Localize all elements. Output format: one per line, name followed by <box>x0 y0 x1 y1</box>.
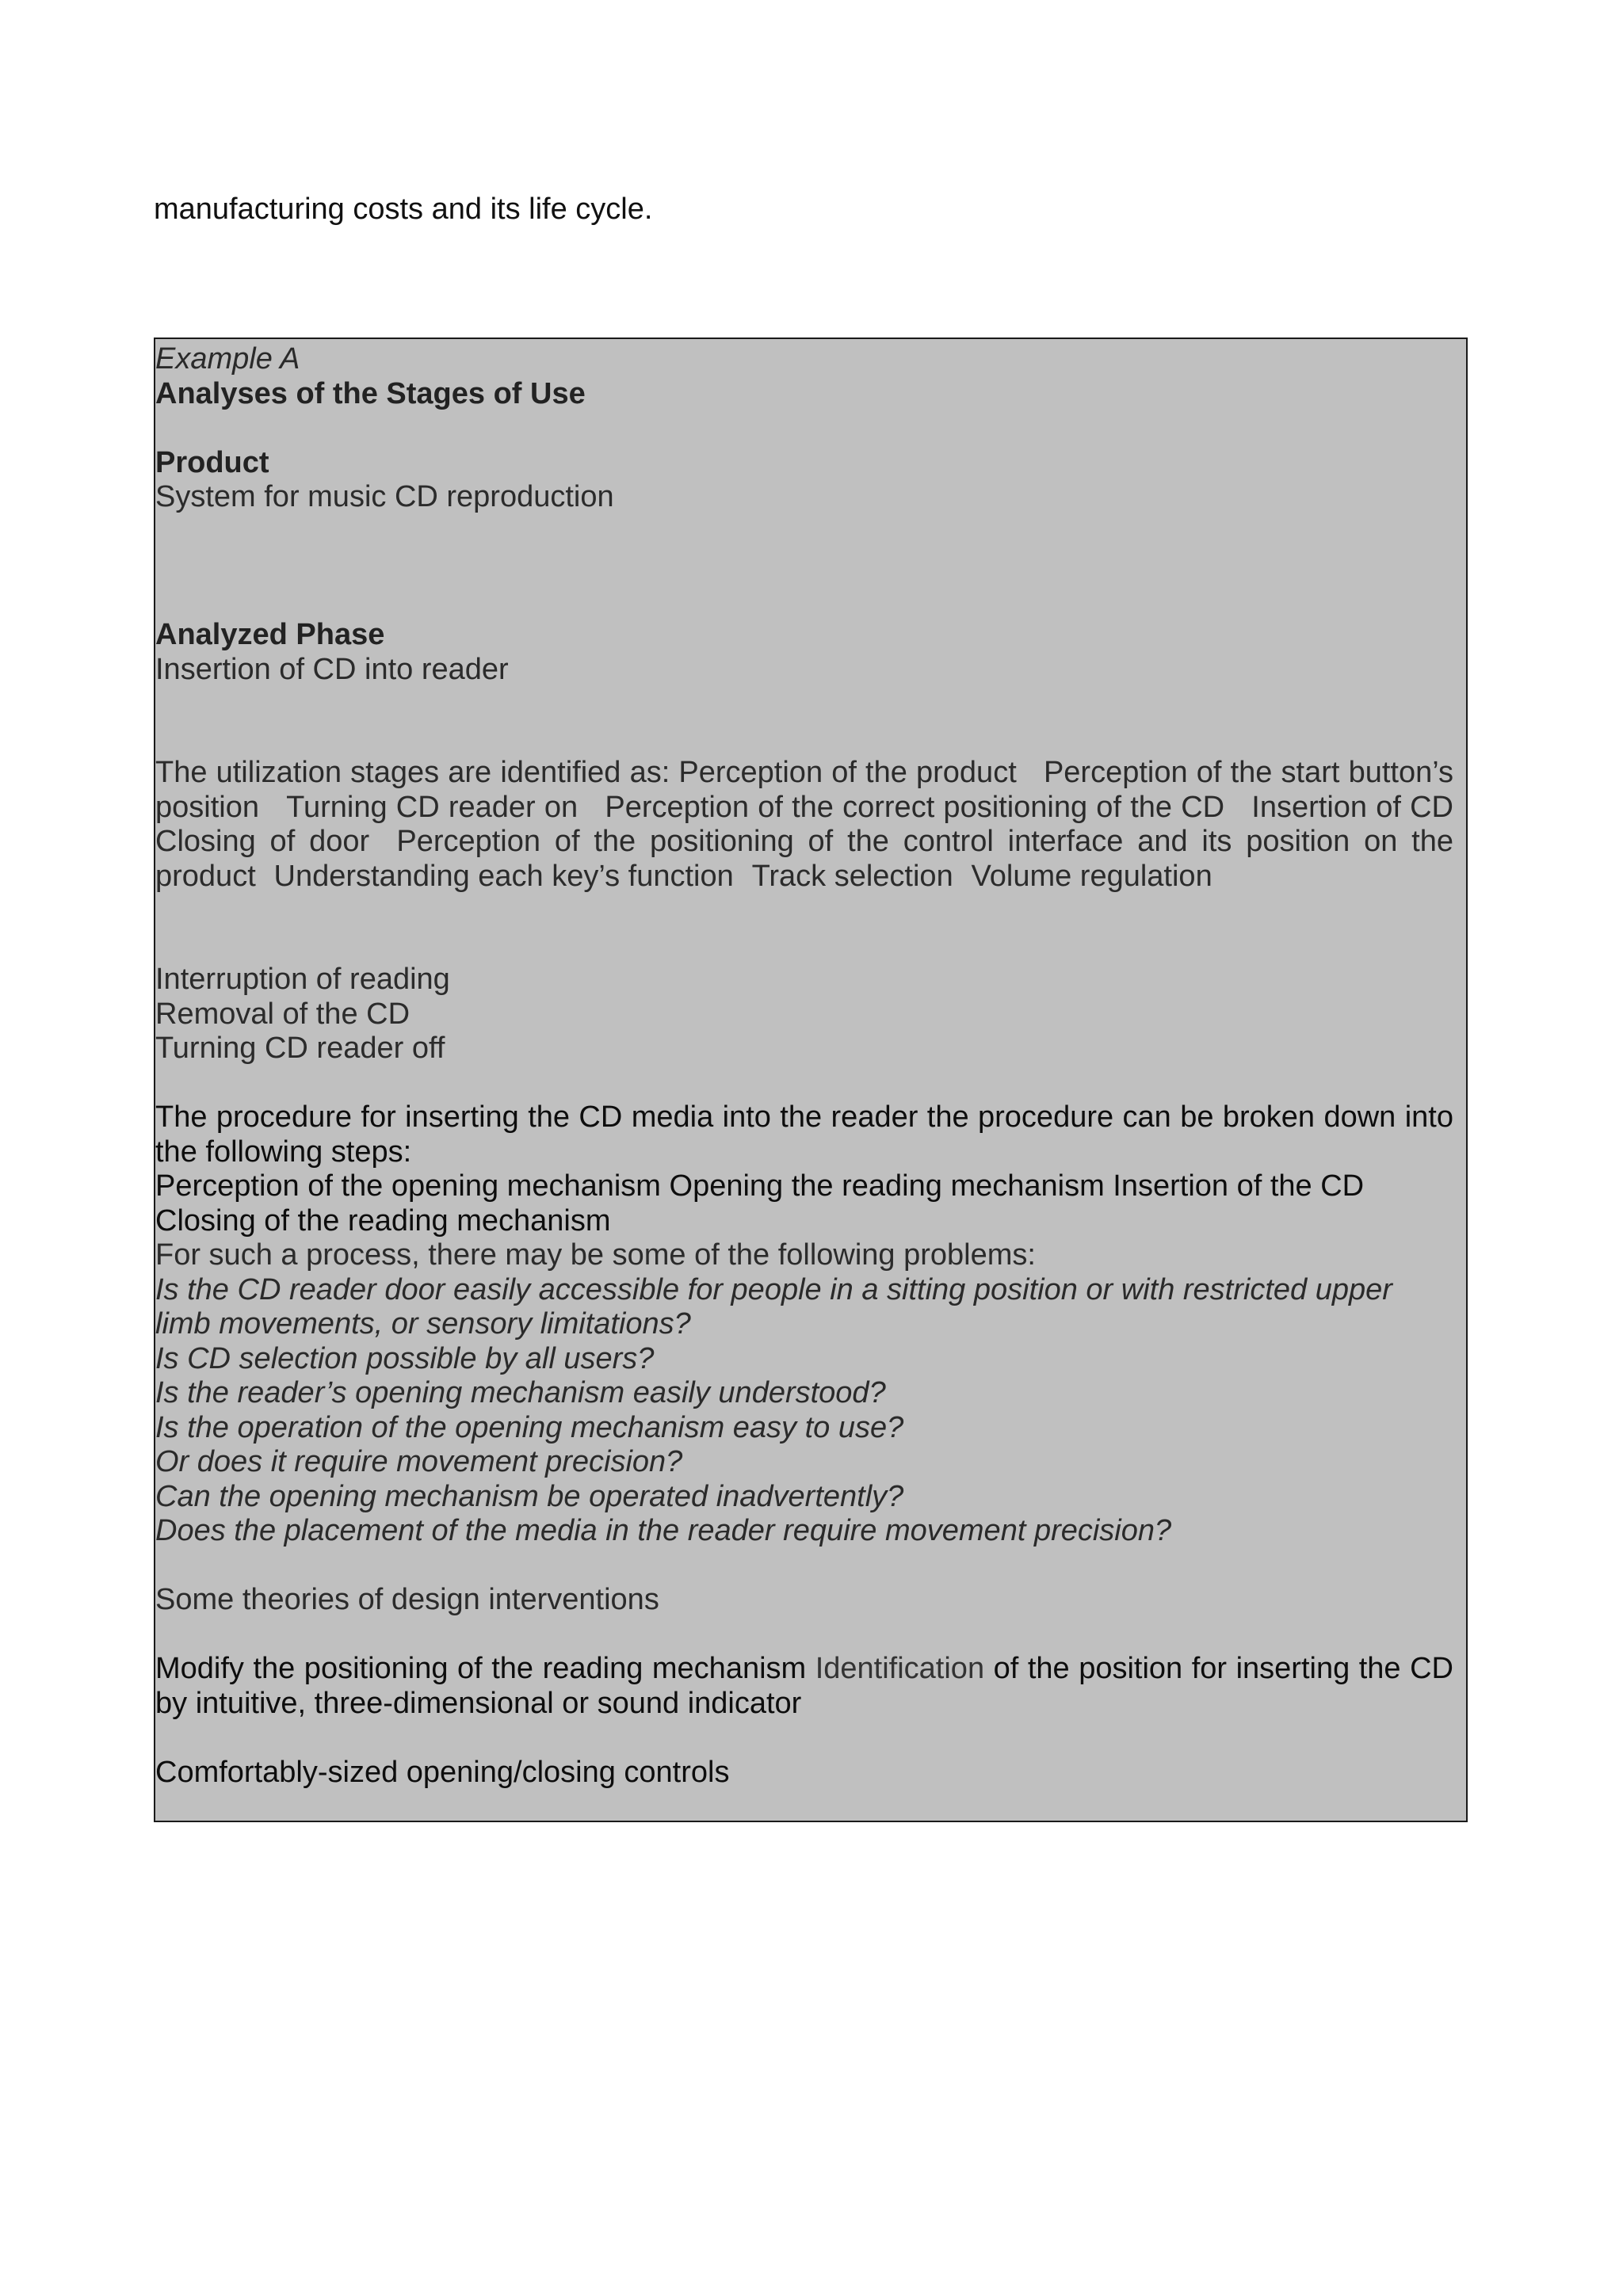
stage-item: Track selection <box>751 859 953 893</box>
intervention-1-part-c: of the position for inserting the CD by intuitive, three-dimensional or sound indicator <box>155 1652 1453 1720</box>
example-heading: Analyses of the Stages of Use <box>155 376 586 410</box>
example-box <box>154 338 1468 1822</box>
stage-item: Turning CD reader on <box>286 790 579 824</box>
stage-item: Volume regulation <box>971 859 1212 893</box>
stage-item: Closing of door <box>155 825 370 858</box>
question-item: Or does it require movement precision? <box>155 1445 683 1478</box>
stage-item: Perception of the positioning of the control interface and its position on the product <box>155 825 1454 893</box>
question-item: Does the placement of the media in the reader require movement precision? <box>155 1514 1172 1547</box>
utilization-stages-paragraph <box>155 756 1453 894</box>
intervention-2: Comfortably-sized opening/closing controls <box>155 1755 730 1789</box>
question-item: Is the CD reader door easily accessible for people in a sitting position or with restricted upper limb movements, or sensory limitations? <box>155 1272 1392 1341</box>
intervention-1-part-b: Identification <box>815 1652 985 1685</box>
questions-list <box>155 1273 1453 1549</box>
stage-item: Understanding each key’s function <box>273 859 734 893</box>
question-item: Is the reader’s opening mechanism easily understood? <box>155 1376 886 1409</box>
intervention-1 <box>155 1652 1453 1721</box>
stage-item: Perception of the start button’s position <box>155 756 1453 824</box>
problems-intro: For such a process, there may be some of the following problems: <box>155 1238 1036 1272</box>
stage-item: Interruption of reading <box>155 963 450 996</box>
theories-heading: Some theories of design interventions <box>155 1583 659 1616</box>
stage-item: Perception of the correct positioning of the CD <box>605 790 1225 824</box>
question-item: Is the operation of the opening mechanism easy to use? <box>155 1410 904 1444</box>
stage-item: Removal of the CD <box>155 997 411 1031</box>
procedure-steps: Perception of the opening mechanism Opening the reading mechanism Insertion of the CD <box>155 1169 1365 1203</box>
procedure-intro: The procedure for inserting the CD media into the reader the procedure can be broken down into the following steps: <box>155 1100 1453 1169</box>
lead-paragraph: manufacturing costs and its life cycle. <box>154 193 653 226</box>
stages-intro: The utilization stages are identified as: Perception of the product <box>155 756 1017 789</box>
question-item: Can the opening mechanism be operated inadvertently? <box>155 1479 904 1513</box>
stage-item: Turning CD reader off <box>155 1032 445 1065</box>
phase-value: Insertion of CD into reader <box>155 652 509 686</box>
procedure-last-step: Closing of the reading mechanism <box>155 1203 611 1238</box>
product-label: Product <box>155 445 269 479</box>
question-item: Is CD selection possible by all users? <box>155 1341 655 1375</box>
phase-label: Analyzed Phase <box>155 618 385 651</box>
example-label: Example A <box>155 342 300 376</box>
product-value: System for music CD reproduction <box>155 480 614 513</box>
stage-item: Insertion of CD <box>1251 790 1453 824</box>
intervention-1-part-a: Modify the positioning of the reading mechanism <box>155 1652 807 1685</box>
